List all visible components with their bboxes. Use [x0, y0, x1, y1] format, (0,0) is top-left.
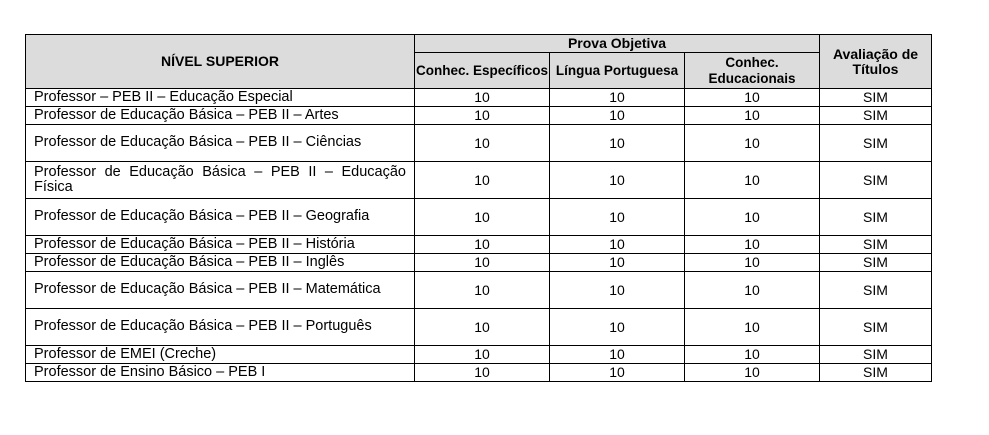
lingua-portuguesa-cell: 10 [550, 272, 685, 309]
header-conhec-educacionais: Conhec. Educacionais [685, 53, 820, 89]
avaliacao-titulos-cell: SIM [820, 254, 932, 272]
table-row [26, 107, 932, 125]
lingua-portuguesa-cell: 10 [550, 125, 685, 162]
lingua-portuguesa-cell: 10 [550, 309, 685, 346]
avaliacao-titulos-cell: SIM [820, 309, 932, 346]
conhec-especificos-cell: 10 [415, 272, 550, 309]
header-nivel-superior: NÍVEL SUPERIOR [26, 35, 415, 89]
conhec-especificos-cell: 10 [415, 162, 550, 199]
table-row [26, 199, 932, 236]
cargo-name-cell: Professor de EMEI (Creche) [26, 346, 415, 364]
conhec-educacionais-cell: 10 [685, 199, 820, 236]
lingua-portuguesa-cell: 10 [550, 199, 685, 236]
conhec-educacionais-cell: 10 [685, 309, 820, 346]
conhec-especificos-cell: 10 [415, 236, 550, 254]
conhec-especificos-cell: 10 [415, 107, 550, 125]
cargo-name-cell: Professor de Educação Básica – PEB II – Ciências [26, 125, 415, 162]
conhec-educacionais-cell: 10 [685, 272, 820, 309]
table-row [26, 272, 932, 309]
avaliacao-titulos-cell: SIM [820, 199, 932, 236]
table-row [26, 162, 932, 199]
cargo-name-cell: Professor – PEB II – Educação Especial [26, 89, 415, 107]
conhec-especificos-cell: 10 [415, 364, 550, 382]
cargo-name-cell: Professor de Educação Básica – PEB II – Português [26, 309, 415, 346]
conhec-especificos-cell: 10 [415, 199, 550, 236]
cargo-name-cell: Professor de Educação Básica – PEB II – Artes [26, 107, 415, 125]
lingua-portuguesa-cell: 10 [550, 162, 685, 199]
avaliacao-titulos-cell: SIM [820, 125, 932, 162]
avaliacao-titulos-cell: SIM [820, 107, 932, 125]
conhec-especificos-cell: 10 [415, 309, 550, 346]
table-row [26, 236, 932, 254]
cargo-name-cell: Professor de Educação Básica – PEB II – Inglês [26, 254, 415, 272]
avaliacao-titulos-cell: SIM [820, 236, 932, 254]
table-row [26, 364, 932, 382]
avaliacao-titulos-cell: SIM [820, 346, 932, 364]
conhec-educacionais-cell: 10 [685, 254, 820, 272]
cargo-name-cell: Professor de Educação Básica – PEB II – Matemática [26, 272, 415, 309]
table-body [26, 89, 932, 382]
conhec-especificos-cell: 10 [415, 254, 550, 272]
cargo-name-cell: Professor de Ensino Básico – PEB I [26, 364, 415, 382]
lingua-portuguesa-cell: 10 [550, 107, 685, 125]
conhec-especificos-cell: 10 [415, 346, 550, 364]
cargo-name-cell: Professor de Educação Básica – PEB II – Educação Física [26, 162, 415, 199]
table-row [26, 309, 932, 346]
avaliacao-titulos-cell: SIM [820, 364, 932, 382]
table-row [26, 254, 932, 272]
lingua-portuguesa-cell: 10 [550, 364, 685, 382]
conhec-educacionais-cell: 10 [685, 346, 820, 364]
header-row-top [26, 35, 932, 53]
lingua-portuguesa-cell: 10 [550, 236, 685, 254]
table-row [26, 125, 932, 162]
conhec-educacionais-cell: 10 [685, 125, 820, 162]
header-prova-objetiva: Prova Objetiva [415, 35, 820, 53]
conhec-educacionais-cell: 10 [685, 107, 820, 125]
cargo-name-cell: Professor de Educação Básica – PEB II – Geografia [26, 199, 415, 236]
lingua-portuguesa-cell: 10 [550, 89, 685, 107]
conhec-especificos-cell: 10 [415, 89, 550, 107]
cargo-name-cell: Professor de Educação Básica – PEB II – História [26, 236, 415, 254]
table-row [26, 346, 932, 364]
lingua-portuguesa-cell: 10 [550, 346, 685, 364]
header-avaliacao-titulos: Avaliação de Títulos [820, 35, 932, 89]
avaliacao-titulos-cell: SIM [820, 89, 932, 107]
document-table-wrapper [25, 34, 932, 382]
conhec-educacionais-cell: 10 [685, 89, 820, 107]
conhec-educacionais-cell: 10 [685, 364, 820, 382]
avaliacao-titulos-cell: SIM [820, 272, 932, 309]
lingua-portuguesa-cell: 10 [550, 254, 685, 272]
avaliacao-titulos-cell: SIM [820, 162, 932, 199]
header-conhec-especificos: Conhec. Específicos [415, 53, 550, 89]
conhec-especificos-cell: 10 [415, 125, 550, 162]
conhec-educacionais-cell: 10 [685, 236, 820, 254]
conhec-educacionais-cell: 10 [685, 162, 820, 199]
table-row [26, 89, 932, 107]
header-lingua-portuguesa: Língua Portuguesa [550, 53, 685, 89]
cargos-table [25, 34, 932, 382]
